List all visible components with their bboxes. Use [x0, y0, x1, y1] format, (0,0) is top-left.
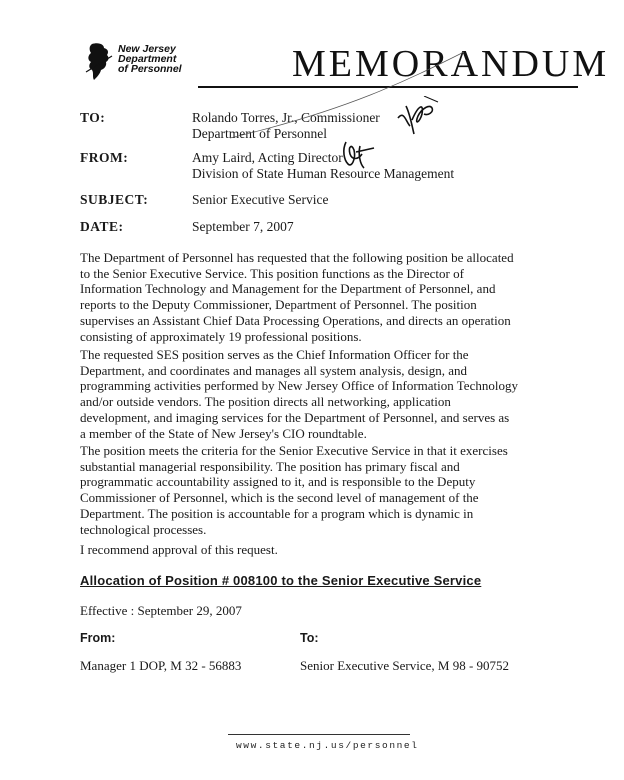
footer-url: www.state.nj.us/personnel [236, 740, 419, 751]
logo-line-3: of Personnel [118, 63, 182, 75]
title-rule [198, 86, 578, 88]
allocation-heading: Allocation of Position # 008100 to the Senior Executive Service [80, 573, 482, 588]
from-line-1: Amy Laird, Acting Director [192, 150, 343, 165]
from-line-2: Division of State Human Resource Management [192, 166, 455, 181]
from-column-label: From: [80, 631, 116, 645]
logo-line-1: New Jersey [118, 43, 176, 55]
paragraph-4: I recommend approval of this request. [80, 542, 278, 557]
date-label: DATE: [80, 219, 124, 234]
logo-text [118, 44, 182, 74]
effective-date: Effective : September 29, 2007 [80, 603, 242, 618]
commissioner-initials-signature [394, 96, 440, 138]
memo-title: MEMORANDUM [292, 43, 610, 85]
nj-state-silhouette-icon [82, 42, 118, 82]
paragraph-3: The position meets the criteria for the Senior Executive Service in that it exercises substantial managerial responsibility. The position has primary fiscal and programmatic accountability assigned to it, and is responsible to the Deputy Commissioner of Personnel, which is the second level of management of the Department. The position is accountable for a program which is dynamic in technological processes. [80, 443, 508, 537]
date-value: September 7, 2007 [192, 219, 294, 234]
department-logo [82, 42, 192, 82]
to-line-1: Rolando Torres, Jr., Commissioner [192, 110, 380, 125]
subject-value: Senior Executive Service [192, 192, 329, 207]
paragraph-1: The Department of Personnel has requested that the following position be allocated to the Senior Executive Service. This position functions as the Director of Information Technology and Management for the Department of Personnel, and reports to the Deputy Commissioner, Department of Personnel. The position supervises an Assistant Chief Data Processing Operations, and directs an operation consisting of approximately 19 professional positions. [80, 250, 514, 344]
from-position-value: Manager 1 DOP, M 32 - 56883 [80, 658, 242, 673]
to-line-2: Department of Personnel [192, 126, 327, 141]
to-position-value: Senior Executive Service, M 98 - 90752 [300, 658, 510, 673]
from-label: FROM: [80, 150, 129, 165]
to-label: TO: [80, 110, 106, 125]
paragraph-2: The requested SES position serves as the Chief Information Officer for the Department, and coordinates and manages all system analysis, design, and programming activities performed by New Jersey Office of Information Technology and/or outside vendors. The position directs all networking, application development, and imaging services for the Department of Personnel, and serves as a member of the State of New Jersey's CIO roundtable. [80, 347, 518, 441]
logo-line-2: Department [118, 53, 177, 65]
subject-label: SUBJECT: [80, 192, 149, 207]
to-column-label: To: [300, 631, 319, 645]
footer-rule [228, 734, 410, 735]
